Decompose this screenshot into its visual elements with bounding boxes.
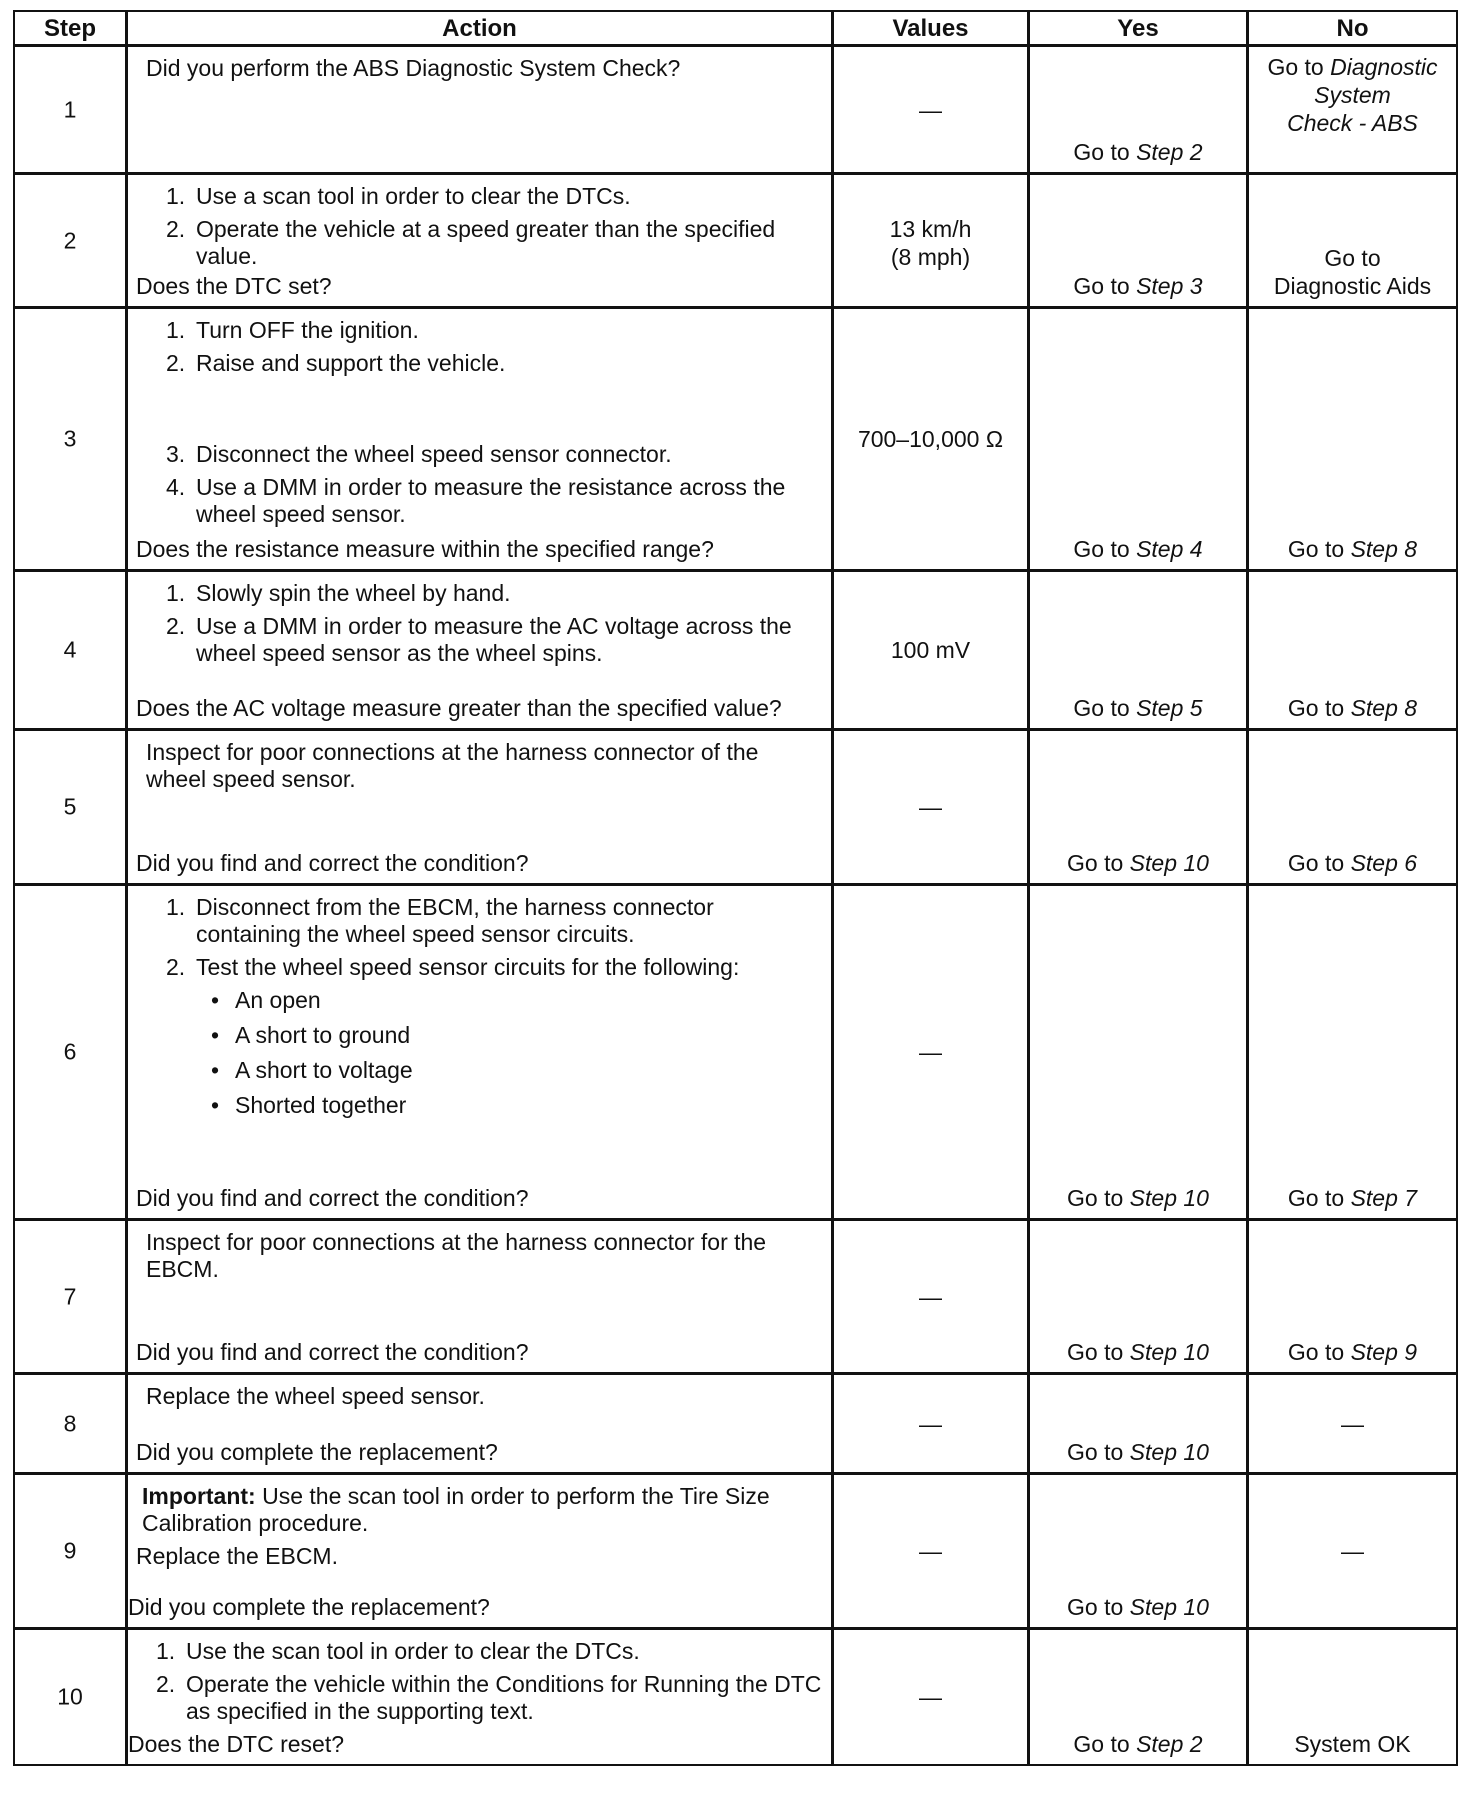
no-link[interactable]: Go to Step 9: [1287, 1339, 1418, 1365]
value-text: 700–10,000 Ω: [857, 426, 1004, 452]
table-row: 10 1. Use the scan tool in order to clear the DTCs. 2. Operate the vehicle within the Conditions for Running the DTC as specified in the supporting text. Does the DTC reset? — Go to Step 2 System OK: [14, 1629, 1458, 1767]
action-item: Use a DMM in order to measure the AC voltage across the wheel speed sensor as the wheel spins.: [196, 613, 792, 666]
action-item: Use a DMM in order to measure the resistance across the wheel speed sensor.: [196, 474, 786, 527]
yes-link[interactable]: Go to Step 2: [1073, 139, 1203, 165]
table-row: [14, 730, 1458, 886]
action-text: Inspect for poor connections at the harness connector of the wheel speed sensor.: [146, 739, 759, 792]
table-row: [14, 1220, 1458, 1375]
action-item: Use the scan tool in order to clear the DTCs.: [186, 1638, 640, 1664]
value-text: —: [919, 1410, 942, 1437]
bullet-item: An open: [235, 987, 321, 1013]
yes-link[interactable]: Go to Step 3: [1073, 273, 1203, 299]
no-text: —: [1341, 1538, 1364, 1564]
value-text: —: [919, 1684, 942, 1710]
no-link[interactable]: Go to Step 7: [1287, 1185, 1418, 1211]
step-number: 1: [63, 96, 77, 122]
value-text: —: [919, 1039, 942, 1065]
no-link[interactable]: Go to Step 8: [1287, 536, 1418, 562]
step-number: 8: [63, 1410, 77, 1436]
value-text: —: [919, 1538, 942, 1564]
action-question: Did you find and correct the condition?: [136, 850, 529, 876]
step-number: 7: [63, 1283, 77, 1309]
action-item: Operate the vehicle at a speed greater than the specified value.: [196, 216, 776, 269]
yes-link[interactable]: Go to Step 10: [1067, 1185, 1209, 1211]
no-link[interactable]: Go to Diagnostic System Check - ABS: [1267, 54, 1438, 136]
step-number: 4: [63, 636, 77, 663]
action-item: Disconnect from the EBCM, the harness connector containing the wheel speed sensor circuits.: [196, 894, 714, 947]
table-header: [14, 11, 1458, 47]
action-question: Did you find and correct the condition?: [136, 1185, 529, 1211]
bullet-item: Shorted together: [235, 1092, 407, 1118]
action-item: Slowly spin the wheel by hand.: [196, 580, 511, 606]
header-action: Action: [126, 10, 833, 46]
action-item: Turn OFF the ignition.: [196, 317, 419, 343]
action-text: Replace the wheel speed sensor.: [146, 1383, 485, 1409]
yes-link[interactable]: Go to Step 10: [1067, 850, 1209, 876]
no-link[interactable]: Go to Step 8: [1287, 695, 1418, 721]
yes-link[interactable]: Go to Step 10: [1067, 1594, 1209, 1620]
header-values: Values: [832, 10, 1029, 46]
bullet-item: A short to ground: [235, 1022, 411, 1048]
value-text: 100 mV: [890, 637, 971, 663]
action-text: Inspect for poor connections at the harness connector for the EBCM.: [146, 1229, 767, 1282]
step-number: 3: [63, 425, 77, 452]
action-question: Did you complete the replacement?: [128, 1594, 490, 1620]
table-row: [14, 1374, 1458, 1475]
yes-link[interactable]: Go to Step 10: [1067, 1439, 1209, 1465]
table-row: [14, 1474, 1458, 1630]
value-text: 13 km/h (8 mph): [889, 216, 972, 270]
yes-link[interactable]: Go to Step 5: [1073, 695, 1203, 721]
action-question: Did you complete the replacement?: [136, 1439, 498, 1465]
value-text: —: [919, 1283, 942, 1310]
action-item: Raise and support the vehicle.: [196, 350, 506, 376]
value-text: —: [919, 794, 942, 820]
step-number: 2: [63, 227, 77, 253]
table-row: 3 1. Turn OFF the ignition. 2. Raise and support the vehicle. 3. Disconnect the wheel speed sensor connector. 4. Use a DMM in order to measure the resistance across the wheel speed sensor. Does the resistance measure within the specified range? 700–10,000 Ω Go to Step 4 Go to Step 8: [14, 308, 1458, 572]
action-question: Does the resistance measure within the specified range?: [136, 536, 714, 562]
value-text: —: [919, 96, 942, 123]
step-number: 9: [63, 1537, 77, 1564]
step-number: 10: [57, 1683, 83, 1710]
table-row: 6 1. Disconnect from the EBCM, the harness connector containing the wheel speed sensor circuits. 2. Test the wheel speed sensor circuits for the following: • An open • A short to ground • A short to voltage • Shorted together Did you find and correct the condition? — Go to Step 10 Go to Step 7: [14, 885, 1458, 1221]
table-row: 4 1. Slowly spin the wheel by hand. 2. Use a DMM in order to measure the AC voltage across the wheel speed sensor as the wheel spins. Does the AC voltage measure greater than the specified value? 100 mV Go to Step 5 Go to Step 8: [14, 571, 1458, 731]
action-item: Disconnect the wheel speed sensor connector.: [196, 441, 672, 467]
action-question: Did you find and correct the condition?: [136, 1339, 529, 1365]
yes-link[interactable]: Go to Step 10: [1067, 1339, 1209, 1365]
no-text: —: [1341, 1410, 1364, 1437]
no-text: System OK: [1294, 1731, 1411, 1757]
action-item: Use a scan tool in order to clear the DTCs.: [196, 183, 631, 209]
yes-link[interactable]: Go to Step 2: [1073, 1731, 1203, 1757]
important-note: Important: Use the scan tool in order to perform the Tire Size Calibration procedure.: [142, 1483, 770, 1536]
table-row: 2 1. Use a scan tool in order to clear the DTCs. 2. Operate the vehicle at a speed greater than the specified value. Does the DTC set? 13 km/h (8 mph) Go to Step 3 Go to Diagnostic Aids: [14, 174, 1458, 309]
action-question: Does the DTC reset?: [128, 1731, 345, 1757]
no-link[interactable]: Go to Step 6: [1287, 850, 1418, 876]
action-question: Does the AC voltage measure greater than the specified value?: [136, 695, 782, 721]
action-question: Does the DTC set?: [136, 273, 332, 299]
action-item: Operate the vehicle within the Conditions for Running the DTC as specified in the supporting text.: [186, 1671, 822, 1724]
action-item: Test the wheel speed sensor circuits for the following:: [196, 954, 740, 980]
table-row: [14, 46, 1458, 175]
step-number: 5: [63, 793, 77, 820]
step-number: 6: [63, 1038, 77, 1065]
yes-link[interactable]: Go to Step 4: [1073, 536, 1203, 562]
action-text: Did you perform the ABS Diagnostic System Check?: [146, 55, 681, 81]
header-yes: Yes: [1028, 10, 1248, 46]
header-no: No: [1247, 10, 1458, 46]
action-text: Replace the EBCM.: [136, 1543, 338, 1569]
no-link[interactable]: Go to Diagnostic Aids: [1273, 245, 1432, 299]
header-step: Step: [13, 10, 127, 46]
bullet-item: A short to voltage: [235, 1057, 413, 1083]
